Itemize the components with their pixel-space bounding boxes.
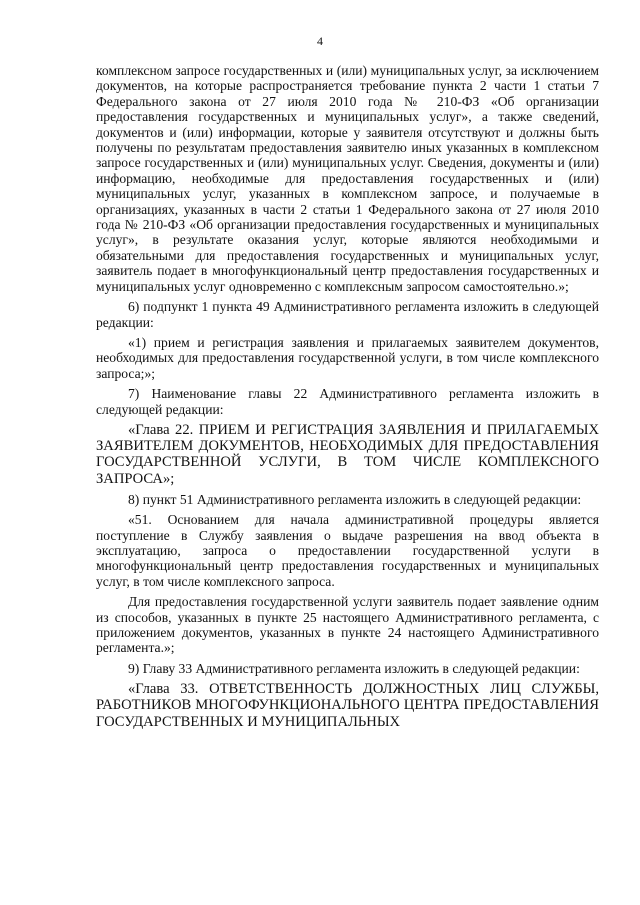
document-paragraph: комплексном запросе государственных и (или) муниципальных услуг, за исключением документов, на которые распространяется требование пункта 2 части 1 статьи 7 Федерального закона от 27 июля 2010 года № 210-ФЗ «Об организации предоставления государственных и муниципальных услуг», а также сведений, документов и (или) информации, которые у заявителя отсутствуют и должны быть получены по результатам предоставления заявителю иных указанных в комплексном запросе государственных и (или) муниципальных услуг. Сведения, документы и (или) информацию, необходимые для предоставления государственных и (или) муниципальных услуг, указанных в комплексном запросе, и получаемые в организациях, указанных в части 2 статьи 1 Федерального закона от 27 июля 2010 года № 210-ФЗ «Об организации предоставления государственных и муниципальных услуг», в результате оказания услуг, которые являются необходимыми и обязательными для предоставления государственных и муниципальных услуг, заявитель подает в многофункциональный центр предоставления государственных и муниципальных услуг одновременно с комплексным запросом самостоятельно.»; [96,63,599,294]
document-paragraph: 9) Главу 33 Административного регламента изложить в следующей редакции: [128,660,580,676]
document-paragraph: «Глава 33. ОТВЕТСТВЕННОСТЬ ДОЛЖНОСТНЫХ ЛИЦ СЛУЖБЫ, РАБОТНИКОВ МНОГОФУНКЦИОНАЛЬНОГО ЦЕНТРА ПРЕДОСТАВЛЕНИЯ ГОСУДАРСТВЕННЫХ И МУНИЦИПАЛЬНЫХ [96,681,599,730]
document-paragraph: «Глава 22. ПРИЕМ И РЕГИСТРАЦИЯ ЗАЯВЛЕНИЯ И ПРИЛАГАЕМЫХ ЗАЯВИТЕЛЕМ ДОКУМЕНТОВ, НЕОБХОДИМЫХ ДЛЯ ПРЕДОСТАВЛЕНИЯ ГОСУДАРСТВЕННОЙ УСЛУГИ, В ТОМ ЧИСЛЕ КОМПЛЕКСНОГО ЗАПРОСА»; [96,421,599,487]
document-paragraph: Для предоставления государственной услуги заявитель подает заявление одним из способов, указанных в пункте 25 настоящего Административного регламента, с приложением документов, указанных в пункте 24 настоящего Административного регламента.»; [96,594,599,656]
document-paragraph: 7) Наименование главы 22 Административного регламента изложить в следующей редакции: [96,386,599,417]
document-paragraph: 6) подпункт 1 пункта 49 Административного регламента изложить в следующей редакции: [96,299,599,330]
document-paragraph: «1) прием и регистрация заявления и прилагаемых заявителем документов, необходимых для предоставления государственной услуги, в том числе комплексного запроса;»; [96,334,599,381]
page-number: 4 [317,34,323,48]
document-paragraph: «51. Основанием для начала административной процедуры является поступление в Службу заявления о выдаче разрешения на ввод объекта в эксплуатацию, запроса о предоставлении государственной услуги в многофункциональный центр предоставления государственных и муниципальных услуг, в том числе комплексного запроса. [96,512,599,589]
document-body [96,63,599,730]
document-paragraph: 8) пункт 51 Административного регламента изложить в следующей редакции: [128,491,582,507]
